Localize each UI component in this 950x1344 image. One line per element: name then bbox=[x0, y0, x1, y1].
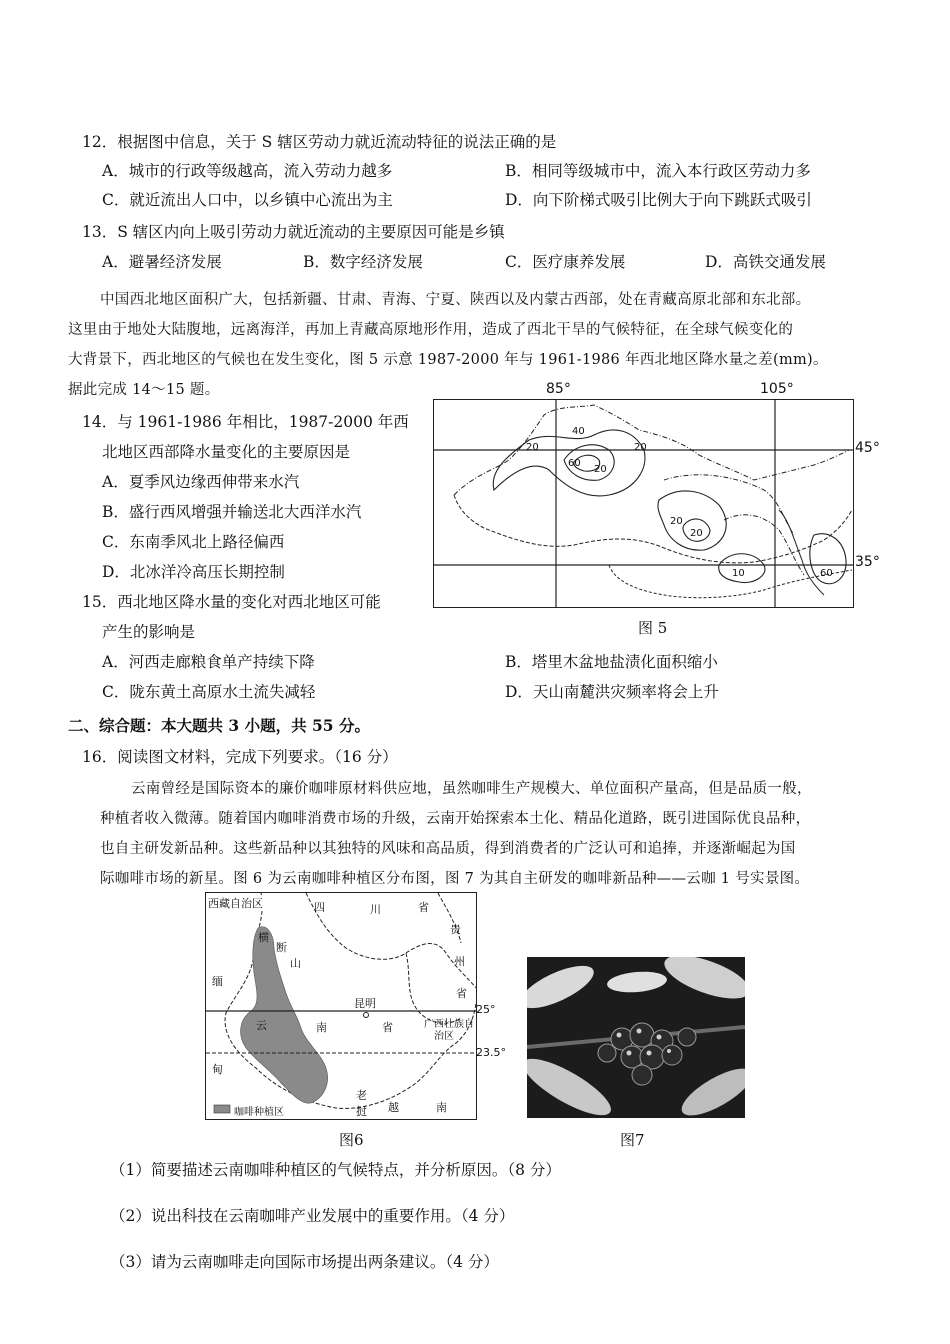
fig7-caption: 图7 bbox=[620, 1131, 645, 1149]
intro-line-1: 中国西北地区面积广大，包括新疆、甘肃、青海、宁夏、陕西以及内蒙古西部，处在青藏高原北部和东北部。 bbox=[100, 292, 811, 308]
fig6-legend-label: 咖啡种植区 bbox=[234, 1107, 284, 1118]
fig6-label-heng: 横 bbox=[258, 931, 269, 944]
fig6-label-lat-235: 23.5° bbox=[476, 1046, 506, 1059]
fig6-label-wo: 挝 bbox=[356, 1105, 367, 1118]
fig6-label-sheng1: 省 bbox=[418, 901, 429, 914]
q15-option-c: C．陇东黄土高原水土流失减轻 bbox=[102, 683, 316, 701]
q14-option-c: C．东南季风北上路径偏西 bbox=[102, 533, 285, 551]
intro-line-2: 这里由于地处大陆腹地，远离海洋，再加上青藏高原地形作用，造成了西北干旱的气候特征，在全球气候变化的 bbox=[68, 322, 794, 338]
q16-para-4: 际咖啡市场的新星。图 6 为云南咖啡种植区分布图，图 7 为其自主研发的咖啡新品种——云咖 1 号实景图。 bbox=[100, 871, 810, 887]
intro-line-4: 据此完成 14～15 题。 bbox=[68, 382, 220, 398]
q16-sub-3: （3）请为云南咖啡走向国际市场提出两条建议。（4 分） bbox=[110, 1253, 499, 1271]
fig5-contour-label-2: 40 bbox=[572, 426, 585, 437]
fig5-contour-20-east bbox=[658, 491, 726, 550]
fig5-south-boundary bbox=[609, 565, 852, 598]
fig6-label-zhou: 州 bbox=[454, 955, 465, 968]
fig6-label-chuan: 川 bbox=[370, 903, 381, 916]
q13-option-d: D．高铁交通发展 bbox=[705, 253, 826, 271]
q15-option-b: B．塔里木盆地盐渍化面积缩小 bbox=[505, 653, 718, 671]
q16-para-2: 种植者收入微薄。随着国内咖啡消费市场的升级，云南开始探索本土化、精品化道路，既引进国际优良品种， bbox=[100, 811, 811, 827]
q13-option-a: A．避暑经济发展 bbox=[102, 253, 222, 271]
q14-option-d: D．北冰洋冷高压长期控制 bbox=[102, 563, 285, 581]
fig6-label-dian: 甸 bbox=[212, 1063, 223, 1076]
fig6-kunming-marker bbox=[364, 1013, 369, 1018]
fig6-label-xizang: 西藏自治区 bbox=[208, 897, 263, 910]
fig5-contour-label-5: 20 bbox=[634, 442, 647, 453]
fig6-label-mian: 缅 bbox=[212, 975, 223, 988]
fig6-label-lat-25: 25° bbox=[476, 1003, 496, 1016]
fig5-river bbox=[779, 510, 824, 595]
fig6-label-si: 四 bbox=[314, 901, 325, 914]
q14-stem-1: 14．与 1961-1986 年相比，1987-2000 年西 bbox=[82, 413, 409, 431]
fig6-label-lao: 老 bbox=[356, 1089, 367, 1102]
q16-sub-2: （2）说出科技在云南咖啡产业发展中的重要作用。（4 分） bbox=[110, 1207, 515, 1225]
q13-stem: 13．S 辖区内向上吸引劳动力就近流动的主要原因可能是乡镇 bbox=[82, 223, 505, 241]
fig5-contour-label-7: 20 bbox=[690, 528, 703, 539]
q12-option-a: A．城市的行政等级越高，流入劳动力越多 bbox=[102, 162, 393, 180]
q12-option-b: B．相同等级城市中，流入本行政区劳动力多 bbox=[505, 162, 811, 180]
fig7-photo-drawing bbox=[527, 957, 745, 1118]
fig5-lon-85: 85° bbox=[546, 381, 571, 397]
q16-para-3: 也自主研发新品种。这些新品种以其独特的风味和高品质，得到消费者的广泛认可和追捧，并逐渐崛起为国 bbox=[100, 841, 796, 857]
fig6-label-guangxi-1: 广西壮族自 bbox=[424, 1019, 474, 1030]
fig5-lat-45: 45° bbox=[855, 440, 880, 456]
fig5-caption: 图 5 bbox=[638, 619, 668, 637]
fig6-east-border bbox=[406, 953, 461, 1023]
fig6-map-drawing bbox=[206, 893, 476, 1119]
fig6-north-border bbox=[306, 893, 476, 988]
fig5-contour-label-1: 20 bbox=[526, 442, 539, 453]
q12-stem: 12．根据图中信息，关于 S 辖区劳动力就近流动特征的说法正确的是 bbox=[82, 133, 557, 151]
fig7-photo bbox=[527, 957, 745, 1118]
fig6-label-yun: 云 bbox=[256, 1019, 267, 1032]
fig6-label-gui: 贵 bbox=[450, 923, 461, 936]
fig6-label-shan: 山 bbox=[290, 957, 301, 970]
fig6-label-nan2: 南 bbox=[436, 1101, 447, 1114]
fig5-contour-label-4: 20 bbox=[594, 464, 607, 475]
q15-stem-2: 产生的影响是 bbox=[102, 623, 196, 641]
q13-option-b: B．数字经济发展 bbox=[303, 253, 423, 271]
fig6-label-sheng3: 省 bbox=[382, 1021, 393, 1034]
intro-line-3: 大背景下，西北地区的气候也在发生变化，图 5 示意 1987-2000 年与 1961-1986 年西北地区降水量之差(mm)。 bbox=[68, 352, 828, 368]
q15-option-d: D．天山南麓洪灾频率将会上升 bbox=[505, 683, 719, 701]
fig5-lat-35: 35° bbox=[855, 554, 880, 570]
fig5-contour-label-9: 60 bbox=[820, 568, 833, 579]
section-2-heading: 二、综合题：本大题共 3 小题，共 55 分。 bbox=[68, 716, 370, 735]
q16-para-1: 云南曾经是国际资本的廉价咖啡原材料供应地，虽然咖啡生产规模大、单位面积产量高，但是品质一般， bbox=[131, 781, 812, 797]
fig5-southern-border bbox=[454, 495, 852, 563]
q13-option-c: C．医疗康养发展 bbox=[505, 253, 626, 271]
q14-stem-2: 北地区西部降水量变化的主要原因是 bbox=[102, 443, 351, 461]
q15-option-a: A．河西走廊粮食单产持续下降 bbox=[102, 653, 315, 671]
fig5-contour-label-6: 20 bbox=[670, 516, 683, 527]
q14-option-a: A．夏季风边缘西伸带来水汽 bbox=[102, 473, 300, 491]
fig6-map bbox=[205, 892, 477, 1120]
q12-option-d: D．向下阶梯式吸引比例大于向下跳跃式吸引 bbox=[505, 191, 812, 209]
q15-stem-1: 15．西北地区降水量的变化对西北地区可能 bbox=[82, 593, 381, 611]
fig5-map-drawing bbox=[434, 400, 853, 607]
fig5-map bbox=[433, 399, 854, 608]
fig5-contour-label-8: 10 bbox=[732, 568, 745, 579]
fig6-legend-swatch bbox=[214, 1105, 230, 1113]
fig5-contour-label-3: 60 bbox=[568, 458, 581, 469]
q14-option-b: B．盛行西风增强并输送北大西洋水汽 bbox=[102, 503, 362, 521]
fig6-label-duan: 断 bbox=[276, 941, 287, 954]
q12-option-c: C．就近流出人口中，以乡镇中心流出为主 bbox=[102, 191, 393, 209]
fig6-label-nan: 南 bbox=[316, 1021, 327, 1034]
fig6-label-sheng2: 省 bbox=[456, 987, 467, 1000]
q16-stem: 16．阅读图文材料，完成下列要求。（16 分） bbox=[82, 748, 398, 766]
fig6-caption: 图6 bbox=[339, 1131, 364, 1149]
fig6-label-yue: 越 bbox=[388, 1101, 399, 1114]
q16-sub-1: （1）简要描述云南咖啡种植区的气候特点，并分析原因。（8 分） bbox=[110, 1161, 561, 1179]
fig5-lon-105: 105° bbox=[760, 381, 794, 397]
fig6-label-kunming: 昆明 bbox=[354, 997, 376, 1010]
fig6-label-guangxi-2: 治区 bbox=[434, 1031, 454, 1042]
